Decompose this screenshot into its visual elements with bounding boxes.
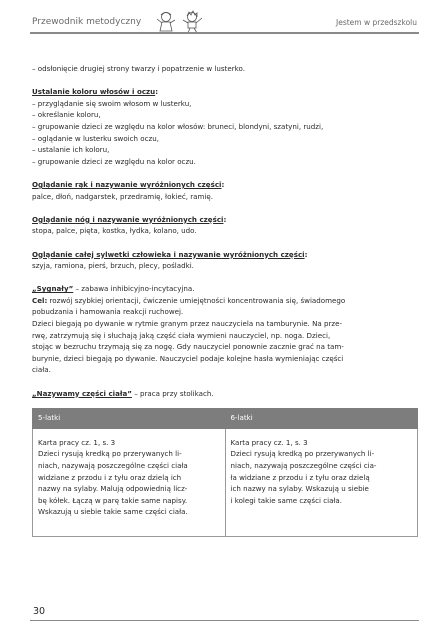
- list-item: – przyglądanie się swoim włosom w lusterku,: [32, 98, 192, 108]
- game-description-line: ciała.: [32, 365, 51, 375]
- goal-label: Cel:: [32, 295, 48, 305]
- game-heading: [32, 283, 415, 295]
- page-number: 30: [33, 606, 46, 617]
- header-divider: [30, 32, 419, 34]
- game-description-line: stojąc w bezruchu trzymają się za nogę. Gdy nauczyciel ponownie zacznie grać na tam-: [32, 342, 344, 352]
- section-body-text: szyja, ramiona, pierś, brzuch, plecy, pośladki.: [32, 261, 194, 271]
- header-right-title: Jestem w przedszkolu: [336, 18, 417, 27]
- list-item: – grupowanie dzieci ze względu na kolor włosów: bruneci, blondyni, szatyni, rudzi,: [32, 121, 324, 131]
- game-goal-cont: pobudzania i hamowania reakcji ruchowej.: [32, 307, 184, 317]
- intro-line: – odsłonięcie drugiej strony twarzy i popatrzenie w lusterko.: [32, 64, 245, 73]
- game-title: „Sygnały”: [32, 284, 74, 294]
- section-hands-title: Oglądanie rąk i nazywanie wyróżnionych części: [32, 179, 222, 189]
- page-content: [32, 63, 415, 537]
- list-item: – określanie koloru,: [32, 110, 101, 120]
- mascot-illustration: [152, 10, 212, 34]
- game-description-line: rwę, zatrzymują się i słuchają jaką część ciała wymieni nauczyciel, np. noga. Dzieci,: [32, 330, 331, 340]
- game-goal: Cel: rozwój szybkiej orientacji, ćwiczenie umiejętności koncentrowania się, świadomego: [32, 295, 346, 305]
- game-description-line: Dzieci biegają po dywanie w rytmie granym przez nauczyciela na tamburynie. Na prze-: [32, 319, 343, 329]
- worksheet-ref: Karta pracy cz. 1, s. 3: [38, 437, 116, 447]
- section-legs-heading: Oglądanie nóg i nazywanie wyróżnionych części:: [32, 214, 227, 224]
- game-description-line: burynie, dzieci biegają po dywanie. Nauczyciel podaje kolejne hasła wymieniając części: [32, 353, 344, 363]
- section-hands-heading: Oglądanie rąk i nazywanie wyróżnionych części:: [32, 179, 225, 189]
- footer-divider: [30, 620, 419, 621]
- column-header-6-year-olds: 6-latki: [225, 409, 418, 429]
- column-header-5-year-olds: 5-latki: [33, 409, 226, 429]
- cell-6-year-olds: Karta pracy cz. 1, s. 3 Dzieci rysują kredką po przerywanych li- niach, nazywają poszczególne części cia- ła widziane z przodu i z tyłu oraz dzielą ich nazwy na sylaby. Wskazują u siebie i kolegi takie same części ciała.: [225, 428, 418, 536]
- section-hands-text: palce, dłoń, nadgarstek, przedramię, łokieć, ramię.: [32, 191, 214, 201]
- table-row: [33, 428, 418, 536]
- section-hair-eyes-heading: Ustalanie koloru włosów i oczu:: [32, 87, 159, 97]
- worksheet-heading: [32, 388, 415, 400]
- page-header: [30, 10, 419, 40]
- game-subtitle: – zabawa inhibicyjno-incytacyjna.: [73, 284, 195, 294]
- header-left-title: Przewodnik metodyczny: [32, 17, 142, 27]
- cell-5-year-olds: Karta pracy cz. 1, s. 3 Dzieci rysują kredką po przerywanych li- niach, nazywają poszczególne części ciała widziane z przodu i z tyłu oraz dzielą ich nazwy na sylaby. Malują odpowiednią licz- bę kółek. Łączą w parę takie same napisy. Wskazują u siebie takie same części ciała.: [33, 428, 226, 536]
- section-hair-eyes-title: Ustalanie koloru włosów i oczu: [32, 87, 156, 97]
- worksheet-title: „Nazywamy części ciała”: [32, 388, 132, 398]
- age-group-table: [32, 408, 418, 537]
- section-body-heading: Oglądanie całej sylwetki człowieka i nazywanie wyróżnionych części:: [32, 249, 308, 259]
- section-body-title: Oglądanie całej sylwetki człowieka i nazywanie wyróżnionych części: [32, 249, 305, 259]
- section-legs-title: Oglądanie nóg i nazywanie wyróżnionych części: [32, 214, 224, 224]
- worksheet-subtitle: – praca przy stolikach.: [131, 388, 214, 398]
- table-header-row: [33, 409, 418, 429]
- list-item: – oglądanie w lusterku swoich oczu,: [32, 133, 159, 143]
- section-legs-text: stopa, palce, pięta, kostka, łydka, kolano, udo.: [32, 226, 197, 236]
- worksheet-ref: Karta pracy cz. 1, s. 3: [230, 437, 308, 447]
- list-item: – ustalanie ich koloru,: [32, 145, 110, 155]
- list-item: – grupowanie dzieci ze względu na kolor oczu.: [32, 156, 196, 166]
